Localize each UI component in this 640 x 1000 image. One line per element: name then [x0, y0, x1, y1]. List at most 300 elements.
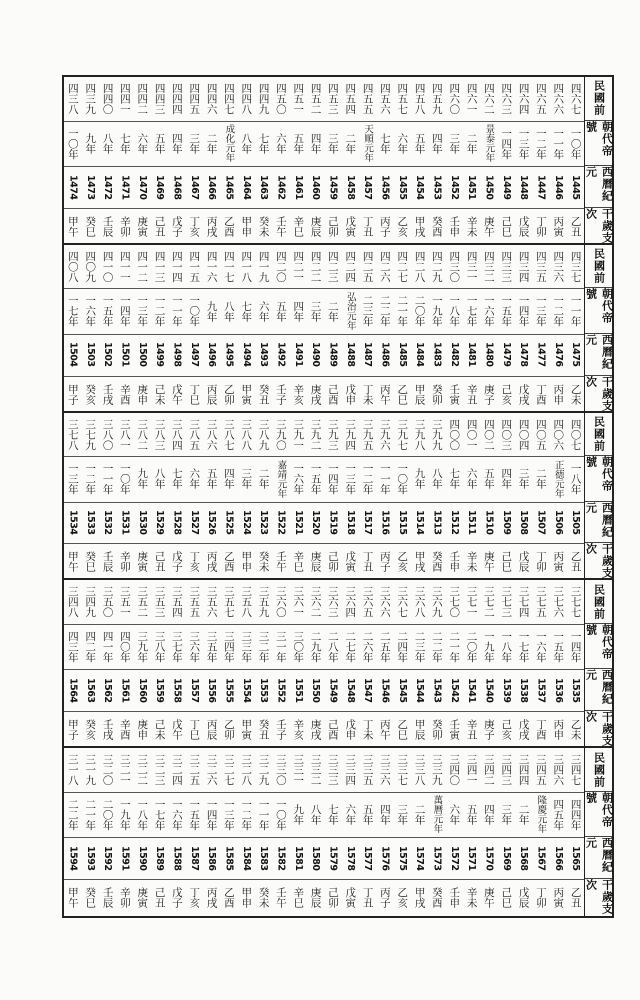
western-cell: 1590	[136, 845, 148, 871]
minguo-cell: 三三四	[344, 754, 357, 786]
year-column	[220, 413, 237, 579]
minguo-cell: 三九〇	[274, 418, 287, 451]
reign-cell: 三四年	[222, 630, 235, 663]
ganzhi-cell: 癸卯	[430, 719, 443, 741]
western-cell: 1467	[188, 174, 200, 200]
western-cell: 1476	[552, 342, 564, 367]
western-cell: 1556	[206, 678, 218, 703]
western-cell: 1538	[518, 678, 530, 703]
year-column	[220, 748, 237, 916]
year-column	[168, 748, 185, 916]
ganzhi-cell: 癸未	[257, 551, 270, 573]
ganzhi-cell: 丁丑	[361, 887, 374, 909]
minguo-cell: 三六七	[396, 586, 409, 618]
reign-cell: 四年	[378, 803, 391, 825]
minguo-cell: 四五六	[378, 83, 391, 115]
ganzhi-cell: 辛未	[465, 551, 478, 573]
reign-cell: 一六年	[170, 798, 183, 831]
year-column	[532, 77, 549, 243]
minguo-cell: 四二〇	[274, 250, 287, 283]
minguo-cell: 四六五	[534, 83, 547, 115]
ganzhi-cell: 丙寅	[552, 215, 565, 237]
ganzhi-cell: 壬申	[448, 215, 461, 237]
year-column	[428, 748, 445, 916]
ganzhi-header: 干歲支次	[584, 543, 614, 580]
western-cell: 1576	[379, 845, 391, 871]
year-column	[116, 413, 133, 579]
ganzhi-cell: 丙戌	[205, 215, 218, 237]
reign-cell: 八年	[240, 132, 253, 154]
reign-cell: 四年	[170, 132, 183, 154]
minguo-cell: 三四八	[66, 586, 79, 618]
western-cell: 1546	[379, 678, 391, 703]
reign-cell: 八年	[101, 132, 114, 154]
reign-cell: 二年	[205, 132, 218, 154]
minguo-cell: 四〇四	[517, 418, 530, 451]
reign-cell: 二五年	[378, 630, 391, 663]
minguo-cell: 三五三	[153, 586, 166, 618]
year-column	[289, 748, 306, 916]
year-column	[272, 413, 289, 579]
year-column	[116, 748, 133, 916]
minguo-cell: 四一五	[188, 250, 201, 283]
western-cell: 1568	[518, 845, 530, 871]
ganzhi-cell: 甲申	[240, 887, 253, 909]
ganzhi-cell: 庚辰	[309, 551, 322, 573]
minguo-cell: 四一六	[205, 250, 218, 283]
ganzhi-cell: 甲午	[66, 551, 79, 573]
year-column	[133, 580, 150, 746]
reign-cell: 五年	[465, 803, 478, 825]
reign-cell: 一〇年	[569, 127, 582, 160]
reign-cell: 七年	[240, 300, 253, 322]
reign-cell: 一二年	[240, 798, 253, 831]
minguo-cell: 三四二	[482, 754, 495, 786]
western-cell: 1496	[206, 342, 218, 367]
western-cell: 1527	[188, 510, 200, 535]
year-column	[445, 77, 462, 243]
western-cell: 1533	[84, 510, 96, 535]
western-cell: 1592	[102, 845, 114, 871]
ganzhi-cell: 戊申	[344, 719, 357, 741]
year-column	[151, 580, 168, 746]
western-cell: 1473	[84, 174, 96, 200]
reign-cell: 一〇年	[274, 798, 287, 831]
table-section	[64, 245, 612, 413]
western-cell: 1579	[327, 845, 339, 871]
ganzhi-cell: 乙卯	[222, 383, 235, 405]
minguo-cell: 四六四	[517, 83, 530, 115]
western-cell: 1547	[362, 678, 374, 703]
reign-cell: 九年	[205, 300, 218, 322]
reign-cell: 正德元年	[552, 459, 564, 498]
reign-cell: 六年	[136, 132, 149, 154]
year-column	[480, 748, 497, 916]
ganzhi-cell: 丁酉	[534, 719, 547, 741]
western-cell: 1447	[535, 174, 547, 200]
ganzhi-cell: 戊寅	[344, 215, 357, 237]
ganzhi-cell: 辛亥	[292, 719, 305, 741]
reign-cell: 二四年	[396, 630, 409, 663]
minguo-cell: 四一八	[240, 250, 253, 283]
reign-cell: 一三年	[344, 463, 357, 495]
minguo-cell: 四五〇	[274, 83, 287, 115]
year-column	[480, 413, 497, 579]
year-column	[376, 245, 393, 411]
table-section	[64, 748, 612, 916]
year-column	[393, 580, 410, 746]
ganzhi-cell: 丙申	[552, 719, 565, 741]
reign-cell: 二〇年	[465, 630, 478, 663]
year-column	[341, 245, 358, 411]
minguo-cell: 三三〇	[274, 754, 287, 786]
ganzhi-cell: 癸丑	[257, 383, 270, 405]
reign-cell: 七年	[448, 468, 461, 490]
year-column	[376, 580, 393, 746]
minguo-cell: 三九二	[309, 418, 322, 451]
western-cell: 1479	[500, 342, 512, 367]
reign-cell: 一七年	[66, 295, 79, 327]
ganzhi-cell: 乙未	[569, 383, 582, 405]
minguo-cell: 三九八	[413, 418, 426, 451]
ganzhi-cell: 己亥	[500, 719, 513, 741]
western-cell: 1499	[154, 342, 166, 367]
western-cell: 1530	[136, 510, 148, 535]
western-cell: 1482	[448, 342, 460, 367]
year-column	[376, 77, 393, 243]
ganzhi-cell: 己丑	[153, 887, 166, 909]
year-column	[497, 413, 514, 579]
minguo-cell: 四四一	[118, 83, 131, 115]
reign-cell: 弘治元年	[344, 292, 356, 331]
year-column	[497, 245, 514, 411]
minguo-cell: 三二四	[170, 754, 183, 786]
year-column	[515, 245, 532, 411]
reign-cell: 四年	[482, 803, 495, 825]
reign-cell: 三年	[309, 300, 322, 322]
minguo-cell: 四三二	[482, 250, 495, 283]
western-cell: 1475	[570, 342, 582, 367]
minguo-cell: 三三二	[309, 754, 322, 786]
western-cell: 1486	[379, 342, 391, 367]
reign-cell: 三年	[240, 468, 253, 490]
western-cell: 1580	[310, 845, 322, 871]
year-column	[272, 77, 289, 243]
ganzhi-cell: 己丑	[153, 551, 166, 573]
ganzhi-cell: 辛酉	[118, 383, 131, 405]
reign-header: 朝代帝號	[585, 121, 612, 166]
western-cell: 1463	[258, 174, 270, 200]
year-column	[203, 748, 220, 916]
western-cell: 1577	[362, 845, 374, 871]
western-cell: 1563	[84, 678, 96, 703]
reign-cell: 六年	[257, 300, 270, 322]
minguo-cell: 三六五	[361, 586, 374, 618]
minguo-cell: 三五〇	[101, 586, 114, 618]
reign-cell: 一九年	[482, 630, 495, 663]
ganzhi-cell: 丁丑	[361, 215, 374, 237]
minguo-cell: 四〇五	[534, 418, 547, 451]
year-column	[445, 245, 462, 411]
year-column	[185, 77, 202, 243]
reign-cell: 九年	[413, 468, 426, 490]
ganzhi-cell: 乙亥	[396, 215, 409, 237]
minguo-cell: 三八五	[188, 418, 201, 451]
western-cell: 1457	[362, 174, 374, 200]
ganzhi-cell: 辛卯	[118, 887, 131, 909]
ganzhi-cell: 丙子	[378, 887, 391, 909]
reign-cell: 八年	[430, 468, 443, 490]
reign-cell: 三三年	[240, 630, 253, 663]
western-cell: 1450	[483, 174, 495, 200]
reign-cell: 隆慶元年	[535, 795, 547, 834]
minguo-cell: 四五五	[361, 83, 374, 115]
minguo-cell: 三一九	[84, 754, 97, 786]
minguo-cell: 四五四	[344, 83, 357, 115]
ganzhi-cell: 庚戌	[309, 383, 322, 405]
year-column	[64, 245, 81, 411]
reign-cell: 五年	[292, 132, 305, 154]
reign-cell: 萬曆元年	[431, 795, 443, 834]
western-cell: 1552	[275, 678, 287, 703]
western-cell: 1500	[136, 342, 148, 367]
year-column	[81, 245, 98, 411]
year-column	[237, 748, 254, 916]
year-column	[185, 580, 202, 746]
reign-cell: 三九年	[136, 630, 149, 663]
minguo-cell: 三八二	[136, 418, 149, 451]
ganzhi-cell: 壬辰	[101, 551, 114, 573]
minguo-cell: 四六二	[482, 83, 495, 115]
western-cell: 1578	[344, 845, 356, 871]
western-cell: 1588	[171, 845, 183, 871]
ganzhi-cell: 癸未	[257, 215, 270, 237]
reign-cell: 四三年	[66, 630, 79, 663]
ganzhi-cell: 戊子	[170, 551, 183, 573]
reign-cell: 三年	[188, 132, 201, 154]
western-cell: 1448	[518, 174, 530, 200]
western-cell: 1582	[275, 845, 287, 871]
year-column	[359, 413, 376, 579]
western-cell: 1452	[448, 174, 460, 200]
western-cell: 1562	[102, 678, 114, 703]
western-cell: 1472	[102, 174, 114, 200]
minguo-cell: 四二二	[309, 250, 322, 283]
minguo-cell: 三三六	[378, 754, 391, 786]
year-column	[116, 77, 133, 243]
minguo-header: 民國前	[585, 413, 612, 457]
ganzhi-cell: 庚午	[482, 215, 495, 237]
minguo-cell: 三九九	[430, 418, 443, 451]
year-column	[480, 77, 497, 243]
ganzhi-cell: 戊戌	[517, 719, 530, 741]
reign-cell: 一四年	[569, 630, 582, 663]
minguo-cell: 三七五	[534, 586, 547, 618]
minguo-cell: 三九三	[326, 418, 339, 451]
minguo-cell: 三二八	[240, 754, 253, 786]
western-cell: 1501	[119, 342, 131, 367]
year-column	[99, 245, 116, 411]
reign-cell: 四年	[430, 132, 443, 154]
year-column	[549, 413, 566, 579]
ganzhi-cell: 乙酉	[222, 887, 235, 909]
western-cell: 1529	[154, 510, 166, 535]
year-column	[463, 580, 480, 746]
ganzhi-cell: 辛丑	[465, 719, 478, 741]
ganzhi-cell: 壬午	[274, 887, 287, 909]
minguo-cell: 四〇六	[552, 418, 565, 451]
ganzhi-cell: 辛未	[465, 887, 478, 909]
year-column	[64, 580, 81, 746]
western-cell: 1451	[466, 174, 478, 200]
ganzhi-cell: 乙丑	[569, 215, 582, 237]
reign-cell: 一七年	[517, 630, 530, 663]
reign-cell: 一二年	[153, 295, 166, 327]
reign-cell: 八年	[309, 803, 322, 825]
minguo-cell: 三六八	[413, 586, 426, 618]
western-cell: 1591	[119, 845, 131, 871]
minguo-cell: 三七二	[482, 586, 495, 618]
year-column	[445, 413, 462, 579]
minguo-cell: 四五七	[396, 83, 409, 115]
year-column	[549, 245, 566, 411]
minguo-cell: 四三〇	[448, 250, 461, 283]
reign-header: 朝代帝號	[585, 288, 612, 333]
minguo-header: 民國前	[585, 580, 612, 624]
year-column	[359, 748, 376, 916]
ganzhi-cell: 壬申	[448, 887, 461, 909]
western-cell: 1549	[327, 678, 339, 703]
minguo-cell: 三三九	[430, 754, 443, 786]
ganzhi-cell: 辛亥	[292, 383, 305, 405]
reign-cell: 一一年	[257, 798, 270, 831]
reign-cell: 三年	[500, 803, 513, 825]
year-column	[255, 77, 272, 243]
ganzhi-cell: 庚申	[136, 383, 149, 405]
year-column	[203, 580, 220, 746]
western-cell: 1565	[570, 845, 582, 871]
year-column	[497, 748, 514, 916]
ganzhi-cell: 甲申	[240, 551, 253, 573]
minguo-cell: 四五一	[292, 83, 305, 115]
reign-cell: 五年	[361, 803, 374, 825]
minguo-cell: 四二四	[344, 250, 357, 283]
ganzhi-cell: 甲寅	[240, 719, 253, 741]
western-cell: 1535	[570, 678, 582, 703]
ganzhi-cell: 己亥	[500, 383, 513, 405]
ganzhi-cell: 己卯	[326, 551, 339, 573]
western-cell: 1466	[206, 174, 218, 200]
year-column	[393, 245, 410, 411]
year-column	[272, 748, 289, 916]
ganzhi-cell: 辛未	[465, 215, 478, 237]
western-cell: 1583	[258, 845, 270, 871]
reign-cell: 一六年	[482, 295, 495, 327]
western-cell: 1516	[379, 510, 391, 535]
western-cell: 1460	[310, 174, 322, 200]
year-column	[99, 413, 116, 579]
year-column	[515, 748, 532, 916]
minguo-cell: 四二九	[430, 250, 443, 283]
reign-cell: 一六年	[84, 295, 97, 327]
reign-cell: 四年	[309, 132, 322, 154]
western-cell: 1555	[223, 678, 235, 703]
reign-cell: 九年	[292, 803, 305, 825]
ganzhi-cell: 癸亥	[84, 719, 97, 741]
reign-cell: 二二年	[378, 295, 391, 327]
minguo-cell: 四五九	[430, 83, 443, 115]
year-column	[168, 245, 185, 411]
ganzhi-cell: 己巳	[500, 551, 513, 573]
western-cell: 1478	[518, 342, 530, 367]
reign-cell: 九年	[136, 468, 149, 490]
western-cell: 1569	[500, 845, 512, 871]
reign-cell: 一五年	[101, 295, 114, 327]
ganzhi-cell: 乙丑	[569, 887, 582, 909]
minguo-cell: 三七八	[66, 418, 79, 451]
western-cell: 1462	[275, 174, 287, 200]
year-column	[133, 77, 150, 243]
ganzhi-cell: 丁亥	[188, 551, 201, 573]
minguo-cell: 四三七	[569, 250, 582, 283]
year-column	[255, 748, 272, 916]
minguo-cell: 三六九	[430, 586, 443, 618]
ganzhi-cell: 丙寅	[552, 551, 565, 573]
minguo-cell: 三四〇	[448, 754, 461, 786]
western-cell: 1484	[414, 342, 426, 367]
reign-cell: 三年	[396, 803, 409, 825]
ganzhi-cell: 丁未	[361, 719, 374, 741]
western-cell: 1540	[483, 678, 495, 703]
western-cell: 1445	[570, 174, 582, 200]
reign-cell: 三〇年	[292, 630, 305, 663]
ganzhi-header: 干歲支次	[584, 375, 614, 412]
ganzhi-cell: 己丑	[153, 215, 166, 237]
year-column	[237, 245, 254, 411]
ganzhi-header: 干歲支次	[584, 207, 614, 244]
ganzhi-cell: 丙戌	[205, 887, 218, 909]
year-column	[151, 748, 168, 916]
western-cell: 1587	[188, 845, 200, 871]
ganzhi-cell: 戊戌	[517, 383, 530, 405]
ganzhi-cell: 丙午	[378, 719, 391, 741]
western-cell: 1491	[292, 342, 304, 367]
reign-cell: 四一年	[101, 630, 114, 663]
year-column	[220, 580, 237, 746]
reign-cell: 二〇年	[413, 295, 426, 327]
year-column	[532, 580, 549, 746]
year-column	[393, 748, 410, 916]
reign-cell: 二年	[326, 300, 339, 322]
ganzhi-cell: 甲戌	[413, 887, 426, 909]
minguo-cell: 四五二	[309, 83, 322, 115]
minguo-cell: 三五二	[136, 586, 149, 618]
minguo-cell: 三八八	[240, 418, 253, 451]
western-header: 西曆紀元	[585, 166, 612, 208]
minguo-cell: 四〇〇	[448, 418, 461, 451]
minguo-cell: 三四一	[465, 754, 478, 786]
minguo-cell: 四四五	[188, 83, 201, 115]
minguo-cell: 四一三	[153, 250, 166, 283]
minguo-header: 民國前	[585, 748, 612, 792]
western-cell: 1489	[327, 342, 339, 367]
western-cell: 1465	[223, 174, 235, 200]
reign-cell: 六年	[344, 803, 357, 825]
western-header: 西曆紀元	[585, 837, 612, 879]
year-column	[324, 245, 341, 411]
western-cell: 1474	[67, 174, 79, 200]
minguo-cell: 三三一	[292, 754, 305, 786]
